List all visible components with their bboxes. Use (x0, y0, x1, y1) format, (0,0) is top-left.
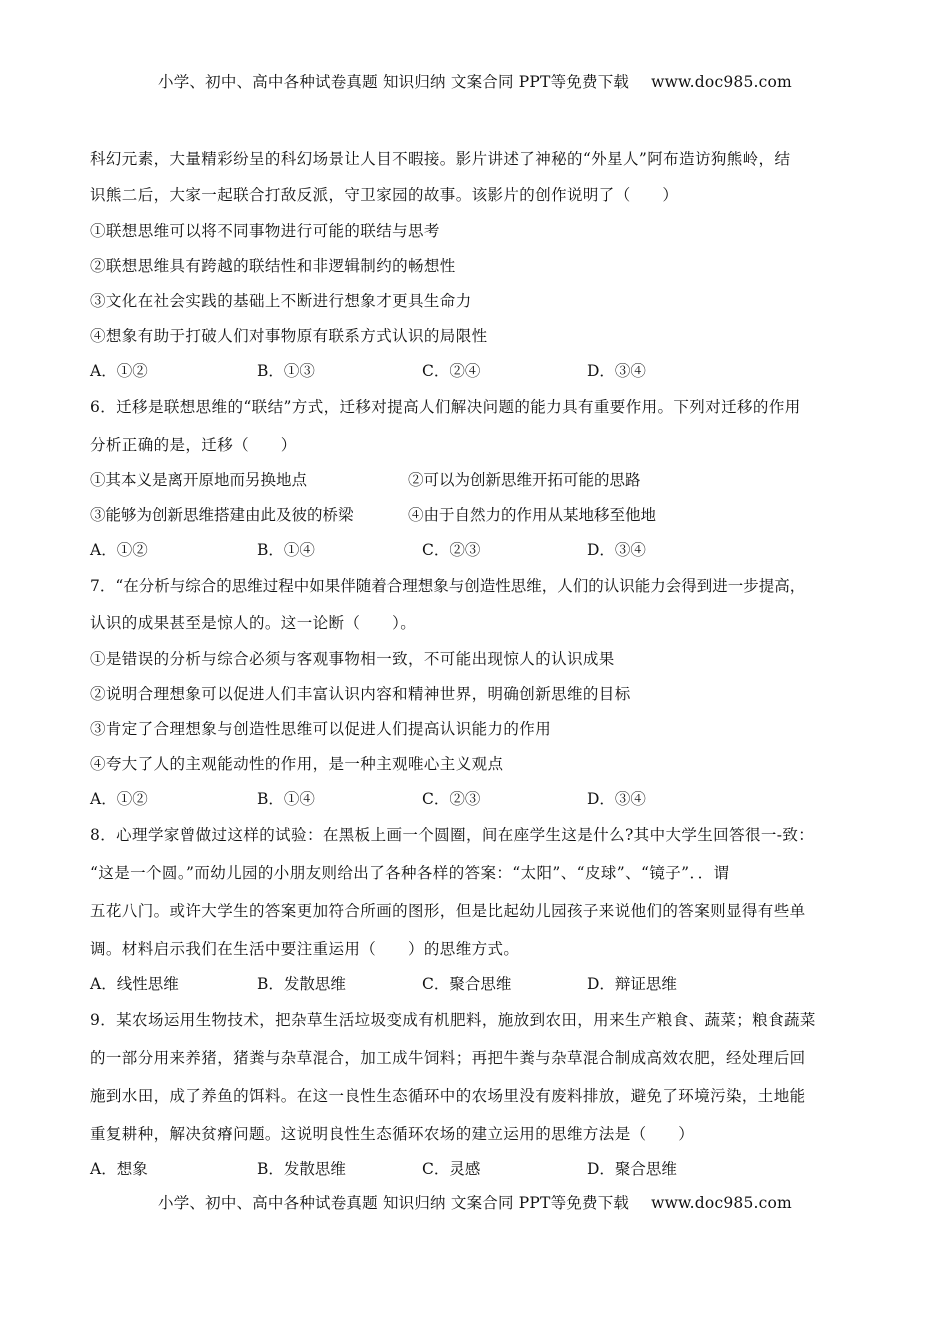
option-c: C．②③ (422, 790, 481, 808)
option-a: A．①② (90, 541, 148, 559)
option-c: C．②④ (422, 362, 481, 380)
question-text-line: 认识的成果甚至是惊人的。这一论断（ ）。 (90, 614, 417, 632)
footer-text: 小学、初中、高中各种试卷真题 知识归纳 文案合同 PPT等免费下载 (158, 1194, 630, 1212)
statement-item: ①其本义是离开原地而另换地点 (90, 471, 308, 489)
question-text-line: 重复耕种，解决贫瘠问题。这说明良性生态循环农场的建立运用的思维方法是（ ） (90, 1125, 695, 1143)
option-d: D．辩证思维 (587, 975, 677, 993)
option-b: B．①④ (257, 541, 315, 559)
statement-item: ④由于自然力的作用从某地移至他地 (408, 506, 657, 524)
statement-item: ③能够为创新思维搭建由此及彼的桥梁 (90, 506, 354, 524)
statement-item: ④想象有助于打破人们对事物原有联系方式认识的局限性 (90, 327, 488, 345)
question-text-line: 9．某农场运用生物技术，把杂草生活垃圾变成有机肥料，施放到农田，用来生产粮食、蔬菜；粮食蔬菜 (90, 1011, 816, 1029)
option-c: C．聚合思维 (422, 975, 512, 993)
option-a: A．①② (90, 790, 148, 808)
question-text-line: 调。材料启示我们在生活中要注重运用（ ）的思维方式。 (90, 940, 520, 958)
option-d: D．③④ (587, 541, 646, 559)
option-b: B．发散思维 (257, 975, 346, 993)
statement-item: ②可以为创新思维开拓可能的思路 (408, 471, 641, 489)
question-text-line: 8．心理学家曾做过这样的试验：在黑板上画一个圆圈，间在座学生这是什么?其中大学生回答很一-致： (90, 826, 815, 844)
option-b: B．①③ (257, 362, 315, 380)
option-c: C．②③ (422, 541, 481, 559)
option-a: A．①② (90, 362, 148, 380)
statement-item: ①是错误的分析与综合必须与客观事物相一致，不可能出现惊人的认识成果 (90, 650, 615, 668)
question-text-line: 施到水田，成了养鱼的饵料。在这一良性生态循环中的农场里没有废料排放，避免了环境污染，土地能 (90, 1087, 806, 1105)
option-d: D．聚合思维 (587, 1160, 677, 1178)
statement-item: ①联想思维可以将不同事物进行可能的联结与思考 (90, 222, 440, 240)
question-text-line: 6．迁移是联想思维的“联结”方式，迁移对提高人们解决问题的能力具有重要作用。下列对迁移的作用 (90, 398, 801, 416)
page-header (0, 70, 950, 92)
page-footer (0, 1191, 950, 1213)
question-text-line: 识熊二后，大家一起联合打敌反派，守卫家园的故事。该影片的创作说明了（ ） (90, 186, 679, 204)
question-text-line: “这是一个圆。”而幼儿园的小朋友则给出了各种各样的答案：“太阳”、“皮球”、“镜子”．．谓 (90, 864, 730, 882)
question-text-line: 分析正确的是，迁移（ ） (90, 436, 297, 454)
header-url[interactable]: www.doc985.com (651, 73, 792, 91)
option-a: A．想象 (90, 1160, 148, 1178)
statement-item: ④夸大了人的主观能动性的作用，是一种主观唯心主义观点 (90, 755, 504, 773)
question-text-line: 五花八门。或许大学生的答案更加符合所画的图形，但是比起幼儿园孩子来说他们的答案则显得有些单 (90, 902, 806, 920)
question-text-line: 的一部分用来养猪，猪粪与杂草混合，加工成牛饲料；再把牛粪与杂草混合制成高效农肥，经处理后回 (90, 1049, 806, 1067)
header-text: 小学、初中、高中各种试卷真题 知识归纳 文案合同 PPT等免费下载 (158, 73, 630, 91)
option-a: A．线性思维 (90, 975, 179, 993)
option-c: C．灵感 (422, 1160, 481, 1178)
option-b: B．发散思维 (257, 1160, 346, 1178)
statement-item: ②说明合理想象可以促进人们丰富认识内容和精神世界，明确创新思维的目标 (90, 685, 631, 703)
question-text-line: 科幻元素，大量精彩纷呈的科幻场景让人目不暇接。影片讲述了神秘的“外星人”阿布造访狗熊岭，结 (90, 150, 791, 168)
footer-url[interactable]: www.doc985.com (651, 1194, 792, 1212)
question-text-line: 7．“在分析与综合的思维过程中如果伴随着合理想象与创造性思维，人们的认识能力会得到进一步提高， (90, 577, 806, 595)
option-b: B．①④ (257, 790, 315, 808)
option-d: D．③④ (587, 790, 646, 808)
statement-item: ③文化在社会实践的基础上不断进行想象才更具生命力 (90, 292, 472, 310)
statement-item: ②联想思维具有跨越的联结性和非逻辑制约的畅想性 (90, 257, 456, 275)
option-d: D．③④ (587, 362, 646, 380)
statement-item: ③肯定了合理想象与创造性思维可以促进人们提高认识能力的作用 (90, 720, 552, 738)
